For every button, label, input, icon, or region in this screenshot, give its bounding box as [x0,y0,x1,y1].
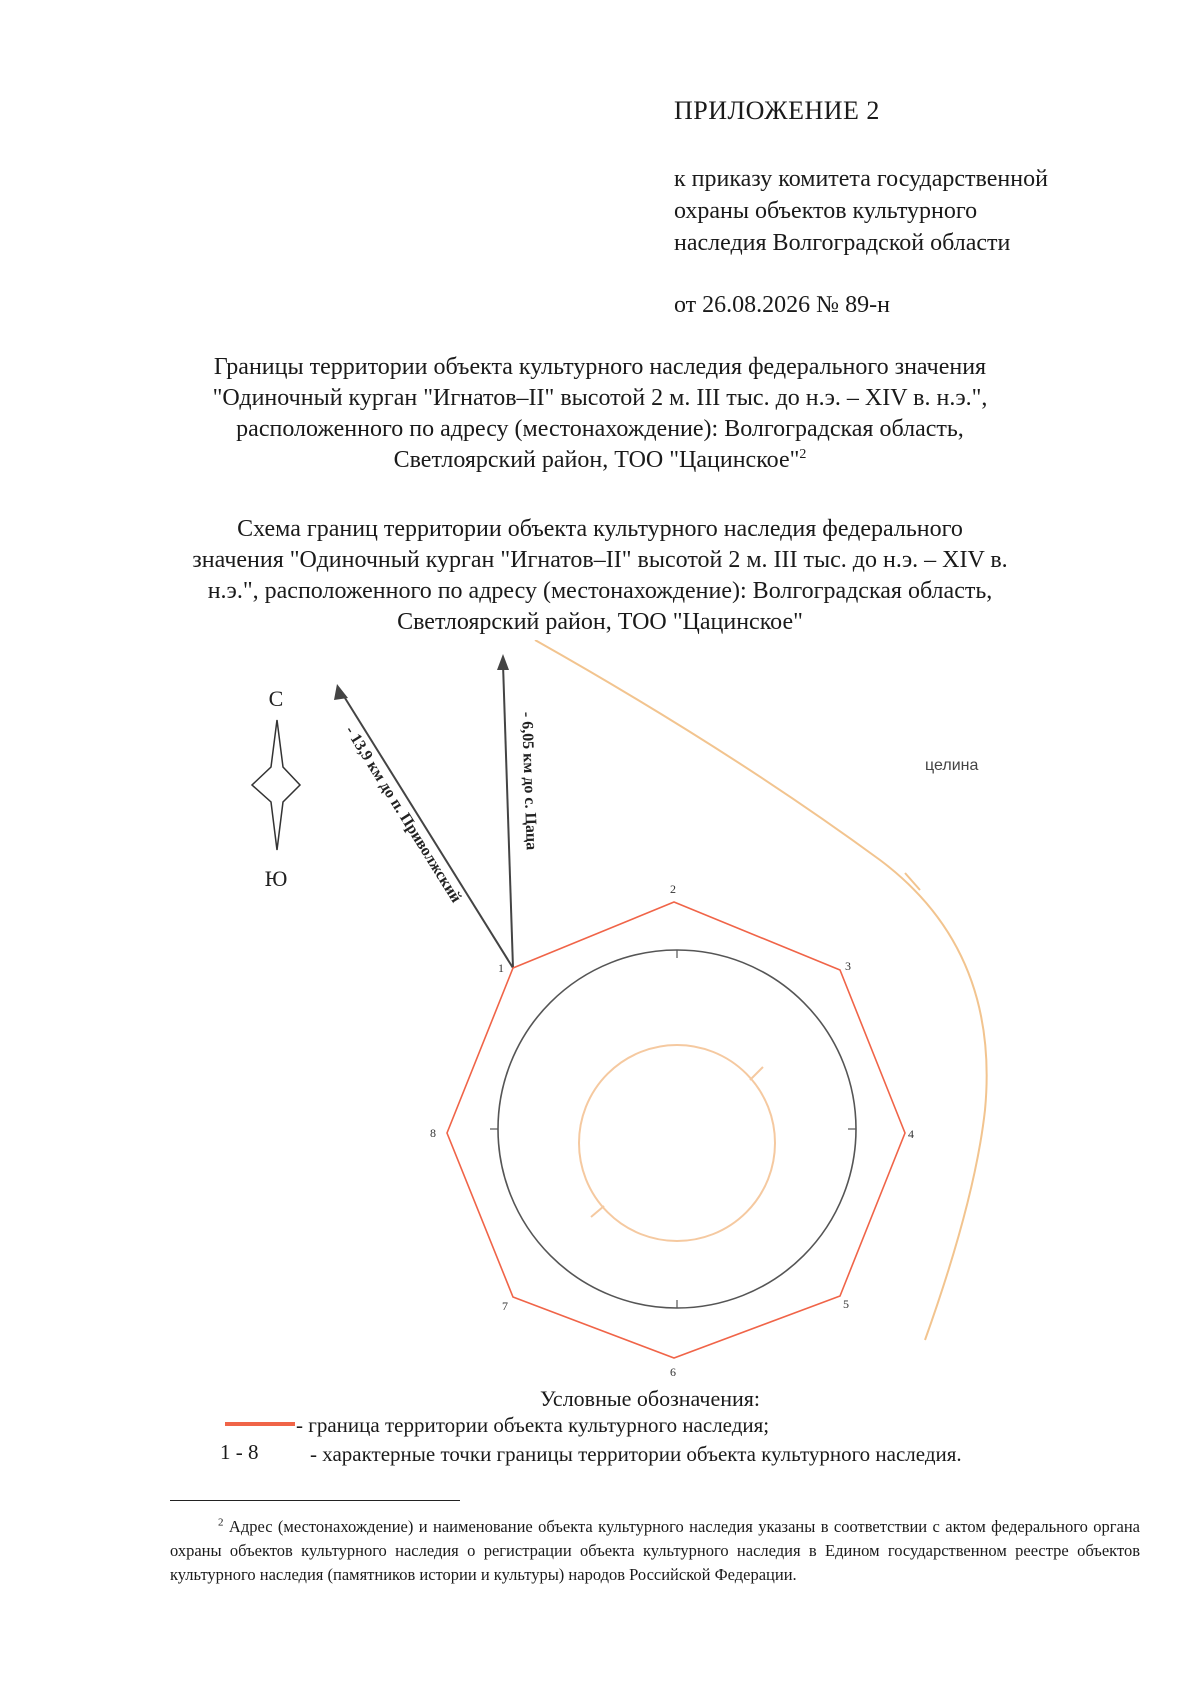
point-label-5: 5 [843,1297,849,1311]
compass-south-label: Ю [264,866,288,891]
legend-points-key: 1 - 8 [220,1440,259,1464]
order-ref-line: охраны объектов культурного [674,198,978,224]
order-ref-line: к приказу комитета государственной [674,166,1048,192]
direction-label-tsatsa: - 6,05 км до с. Цаца [518,711,540,851]
legend-points-text: - характерные точки границы территории объекта культурного наследия. [310,1442,962,1466]
point-label-1: 1 [498,961,504,975]
footnote-mark: 2 [218,1516,224,1529]
boundaries-title [0,352,1200,476]
point-label-2: 2 [670,882,676,896]
point-label-8: 8 [430,1126,436,1140]
contour-tick [591,1206,604,1217]
compass-rose-icon [252,720,300,850]
direction-arrow-tsatsa [497,654,513,968]
title-line: н.э.", расположенного по адресу (местонахождение): Волгоградская область, [207,578,993,604]
compass-north-label: С [268,686,284,711]
order-date: от 26.08.2026 № 89-н [674,292,890,318]
site-scheme-map [0,640,1200,1380]
title-line: Границы территории объекта культурного наследия федерального значения [213,354,987,380]
order-ref-line: наследия Волгоградской области [674,230,1011,256]
boundary-point-labels [430,882,914,1379]
point-label-4: 4 [908,1127,914,1141]
appendix-title: ПРИЛОЖЕНИЕ 2 [674,96,880,125]
title-line: значения "Одиночный курган "Игнатов–II" высотой 2 м. III тыс. до н.э. – XIV в. [192,547,1008,573]
footnote-text: Адрес (местонахождение) и наименование объекта культурного наследия указаны в соответствии с актом федерального органа охраны объектов культурного наследия о регистрации объекта культурного наследия в Едином государственном реестре объектов культурного наследия (памятников истории и культуры) народов Российской Федерации. [170,1517,1140,1584]
point-label-3: 3 [845,959,851,973]
legend-boundary-swatch [225,1422,295,1426]
scheme-title [0,514,1200,638]
footnote [170,1515,1140,1587]
direction-label-privolzhsky: - 13,9 км до п. Приволжский [341,723,465,906]
title-line: "Одиночный курган "Игнатов–II" высотой 2 м. III тыс. до н.э. – XIV в. н.э.", [212,385,988,411]
footnote-reference[interactable]: 2 [799,447,807,462]
order-reference [674,163,1048,259]
title-line: Схема границ территории объекта культурного наследия федерального [237,516,963,542]
title-line: расположенного по адресу (местонахождение): Волгоградская область, [236,416,964,442]
point-label-6: 6 [670,1365,676,1379]
contour-tick [750,1067,763,1080]
territory-boundary [447,902,905,1358]
contour-line [579,1045,775,1241]
footnote-divider [170,1500,460,1501]
mound-outline-ticks [490,950,856,1308]
point-label-7: 7 [502,1299,508,1313]
title-line [0,445,1200,476]
direction-arrow-privolzhsky [334,684,513,968]
title-line: Светлоярский район, ТОО "Цацинское" [397,609,803,635]
legend-title: Условные обозначения: [540,1386,761,1411]
area-label-virgin-land: целина [925,757,979,774]
field-edge-line [535,640,987,1340]
title-line-text: Светлоярский район, ТОО "Цацинское" [393,447,800,473]
legend-boundary-text: - граница территории объекта культурного наследия; [296,1413,770,1437]
mound-outline [498,950,856,1308]
